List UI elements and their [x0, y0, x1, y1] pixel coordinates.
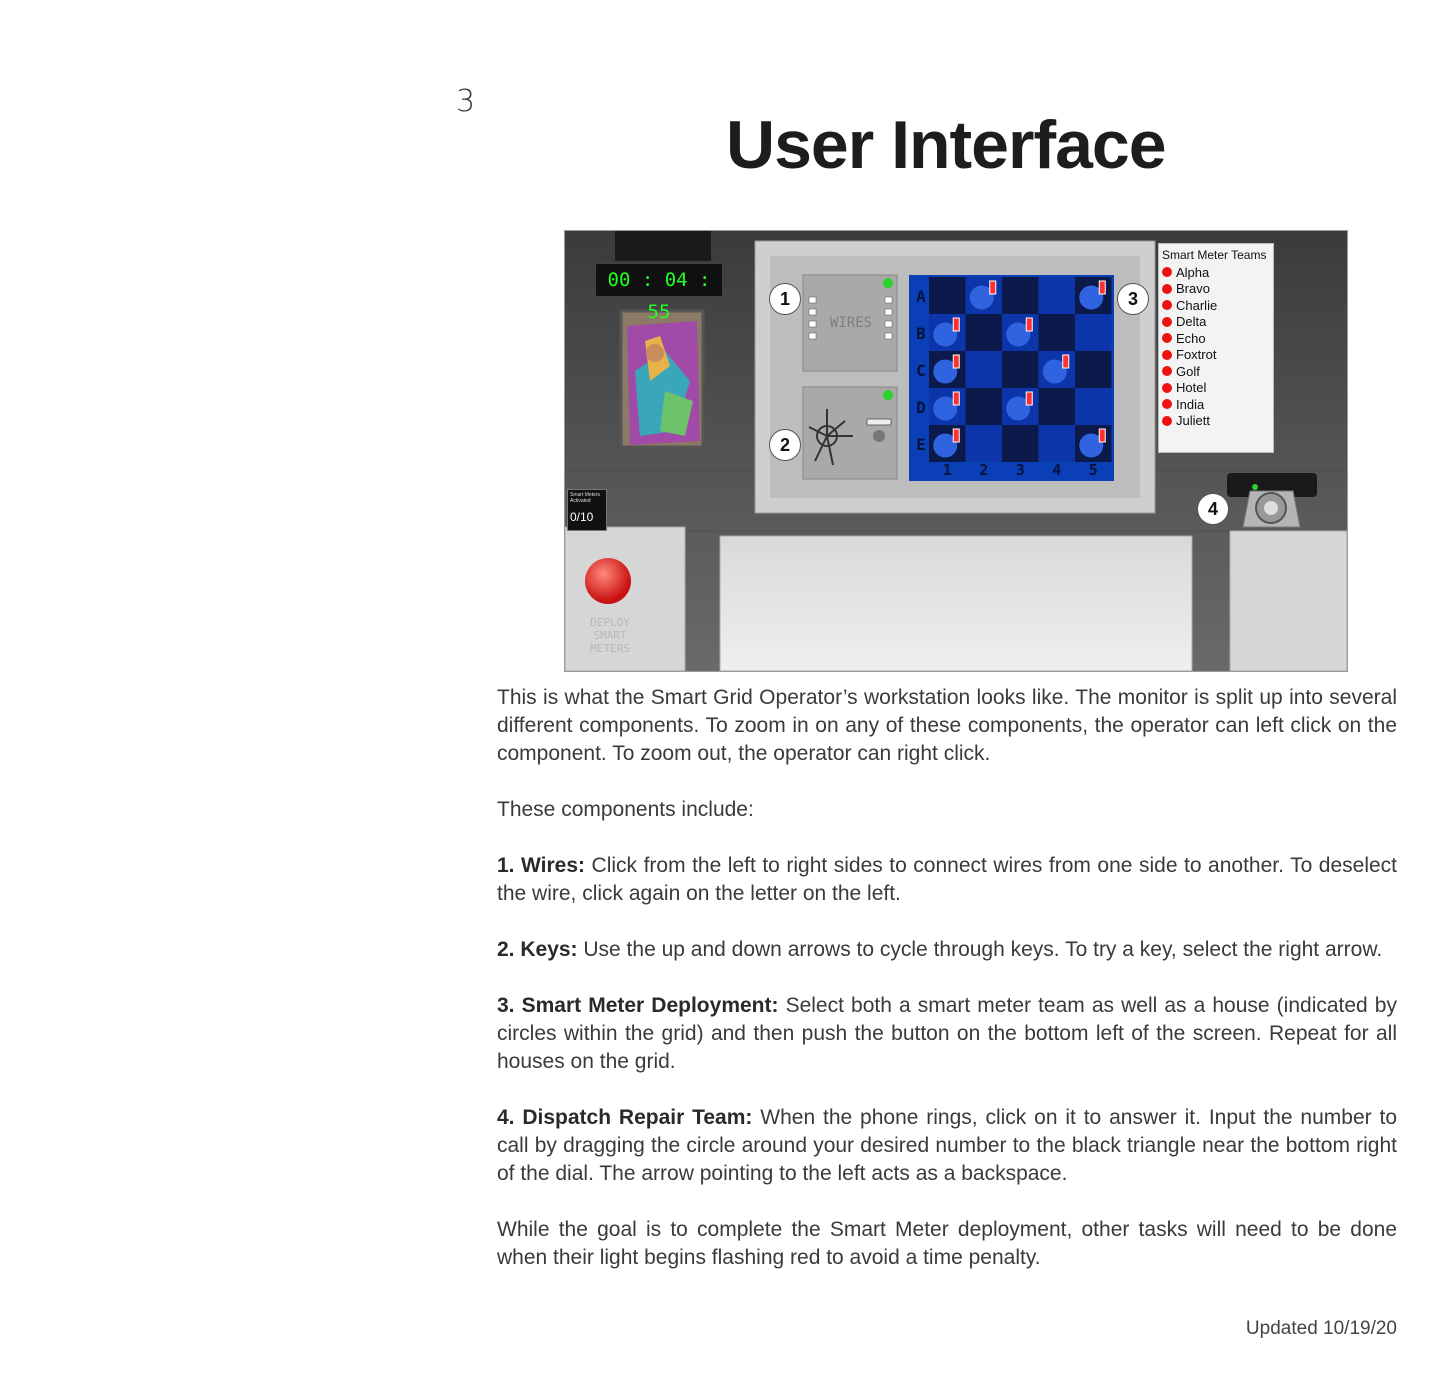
- team-status-icon: [1162, 383, 1172, 393]
- wires-label: WIRES: [829, 315, 873, 331]
- team-item[interactable]: [1162, 347, 1270, 364]
- phone-status-light: [1252, 484, 1258, 490]
- countdown-timer: 00 : 04 : 55: [595, 263, 723, 297]
- components-intro: These components include:: [497, 798, 754, 821]
- body-text: [497, 684, 1397, 1300]
- team-item[interactable]: [1162, 413, 1270, 430]
- alert-icon: [953, 429, 959, 442]
- grid-cell[interactable]: [966, 314, 1003, 351]
- team-item[interactable]: [1162, 380, 1270, 397]
- item-wires-label: 1. Wires:: [497, 854, 586, 877]
- team-item[interactable]: [1162, 264, 1270, 281]
- team-label: Charlie: [1176, 297, 1218, 313]
- team-item[interactable]: [1162, 330, 1270, 347]
- item-dispatch-text: When the phone rings, click on it to answer it. Input the number to call by dragging the circle around your desired number to the black triangle near the bottom right of the dial. The arrow pointing to the left acts as a backspace.: [497, 1106, 1397, 1185]
- grid-cell[interactable]: [1002, 351, 1039, 388]
- team-status-icon: [1162, 317, 1172, 327]
- alert-icon: [953, 318, 959, 331]
- team-label: Delta: [1176, 314, 1207, 330]
- team-label: Hotel: [1176, 380, 1207, 396]
- item-keys: [497, 936, 1397, 964]
- team-item[interactable]: [1162, 396, 1270, 413]
- item-wires: [497, 852, 1397, 908]
- item-keys-text: Use the up and down arrows to cycle through keys. To try a key, select the right arrow.: [577, 938, 1383, 961]
- team-label: India: [1176, 396, 1205, 412]
- grid-cell[interactable]: [1039, 314, 1076, 351]
- grid-cell[interactable]: [1039, 388, 1076, 425]
- grid-cell[interactable]: [966, 351, 1003, 388]
- page-number: 3: [456, 84, 476, 119]
- grid-row-label: C: [916, 361, 926, 380]
- grid-row-label: A: [916, 287, 926, 306]
- team-item[interactable]: [1162, 281, 1270, 298]
- grid-cell[interactable]: [1002, 277, 1039, 314]
- callout-2: 2: [769, 429, 801, 461]
- team-label: Bravo: [1176, 281, 1210, 297]
- grid-row-label: B: [916, 324, 926, 343]
- callout-4: 4: [1197, 493, 1229, 525]
- team-item[interactable]: [1162, 297, 1270, 314]
- workstation-screenshot: [564, 230, 1348, 672]
- team-status-icon: [1162, 399, 1172, 409]
- team-label: Alpha: [1176, 264, 1210, 280]
- grid-cell[interactable]: [1075, 388, 1112, 425]
- jester-painting: [627, 321, 700, 445]
- grid-cell[interactable]: [966, 425, 1003, 462]
- deploy-button[interactable]: [585, 558, 631, 604]
- item-dispatch-label: 4. Dispatch Repair Team:: [497, 1106, 753, 1129]
- team-status-icon: [1162, 333, 1172, 343]
- team-label: Golf: [1176, 363, 1200, 379]
- grid-col-label: 5: [1088, 461, 1098, 479]
- callout-3: 3: [1117, 283, 1149, 315]
- meters-activated-label: Smart Meters Activated: [570, 492, 601, 504]
- deploy-label: DEPLOY SMART METERS: [590, 616, 630, 655]
- wires-status-light: [883, 278, 893, 288]
- teams-title: Smart Meter Teams: [1162, 248, 1267, 262]
- team-status-icon: [1162, 284, 1172, 294]
- smart-meter-teams-panel: [1158, 243, 1274, 453]
- grid-col-label: 3: [1015, 461, 1025, 479]
- team-status-icon: [1162, 416, 1172, 426]
- grid-col-label: 2: [979, 461, 989, 479]
- meters-activated-value: 0/10: [570, 510, 594, 524]
- team-label: Echo: [1176, 330, 1206, 346]
- team-status-icon: [1162, 300, 1172, 310]
- alert-icon: [1099, 429, 1105, 442]
- team-item[interactable]: [1162, 363, 1270, 380]
- team-label: Foxtrot: [1176, 347, 1217, 363]
- grid-cell[interactable]: [1075, 314, 1112, 351]
- alert-icon: [953, 355, 959, 368]
- grid-cell[interactable]: [1039, 277, 1076, 314]
- item-deployment-label: 3. Smart Meter Deployment:: [497, 994, 779, 1017]
- closing-paragraph: While the goal is to complete the Smart Meter deployment, other tasks will need to be done when their light begins flashing red to avoid a time penalty.: [497, 1218, 1397, 1269]
- intro-paragraph: This is what the Smart Grid Operator’s workstation looks like. The monitor is split up into several different components. To zoom in on any of these components, the operator can left click on the component. To zoom out, the operator can right click.: [497, 686, 1397, 765]
- item-deployment-text: Select both a smart meter team as well as a house (indicated by circles within the grid) and then push the button on the bottom left of the screen. Repeat for all houses on the grid.: [497, 994, 1397, 1073]
- alert-icon: [953, 392, 959, 405]
- team-status-icon: [1162, 350, 1172, 360]
- item-deployment: [497, 992, 1397, 1076]
- grid-cell[interactable]: [1039, 425, 1076, 462]
- alert-icon: [1099, 281, 1105, 294]
- page-title: User Interface: [726, 107, 1166, 183]
- team-item[interactable]: [1162, 314, 1270, 331]
- team-status-icon: [1162, 267, 1172, 277]
- item-dispatch: [497, 1104, 1397, 1188]
- callout-1: 1: [769, 283, 801, 315]
- item-keys-label: 2. Keys:: [497, 938, 578, 961]
- alert-icon: [1026, 392, 1032, 405]
- keys-status-light: [883, 390, 893, 400]
- team-label: Juliett: [1176, 413, 1210, 429]
- grid-col-label: 4: [1052, 461, 1062, 479]
- alert-icon: [1026, 318, 1032, 331]
- grid-cell[interactable]: [1002, 425, 1039, 462]
- item-wires-text: Click from the left to right sides to connect wires from one side to another. To deselect the wire, click again on the letter on the left.: [497, 854, 1397, 905]
- meters-activated-counter: [567, 489, 607, 531]
- grid-row-label: D: [916, 398, 926, 417]
- updated-date: Updated 10/19/20: [1245, 1318, 1397, 1339]
- grid-cell[interactable]: [1075, 351, 1112, 388]
- grid-col-label: 1: [942, 461, 952, 479]
- grid-cell[interactable]: [966, 388, 1003, 425]
- grid-row-label: E: [916, 435, 926, 454]
- alert-icon: [990, 281, 996, 294]
- grid-cell[interactable]: [929, 277, 966, 314]
- alert-icon: [1063, 355, 1069, 368]
- team-status-icon: [1162, 366, 1172, 376]
